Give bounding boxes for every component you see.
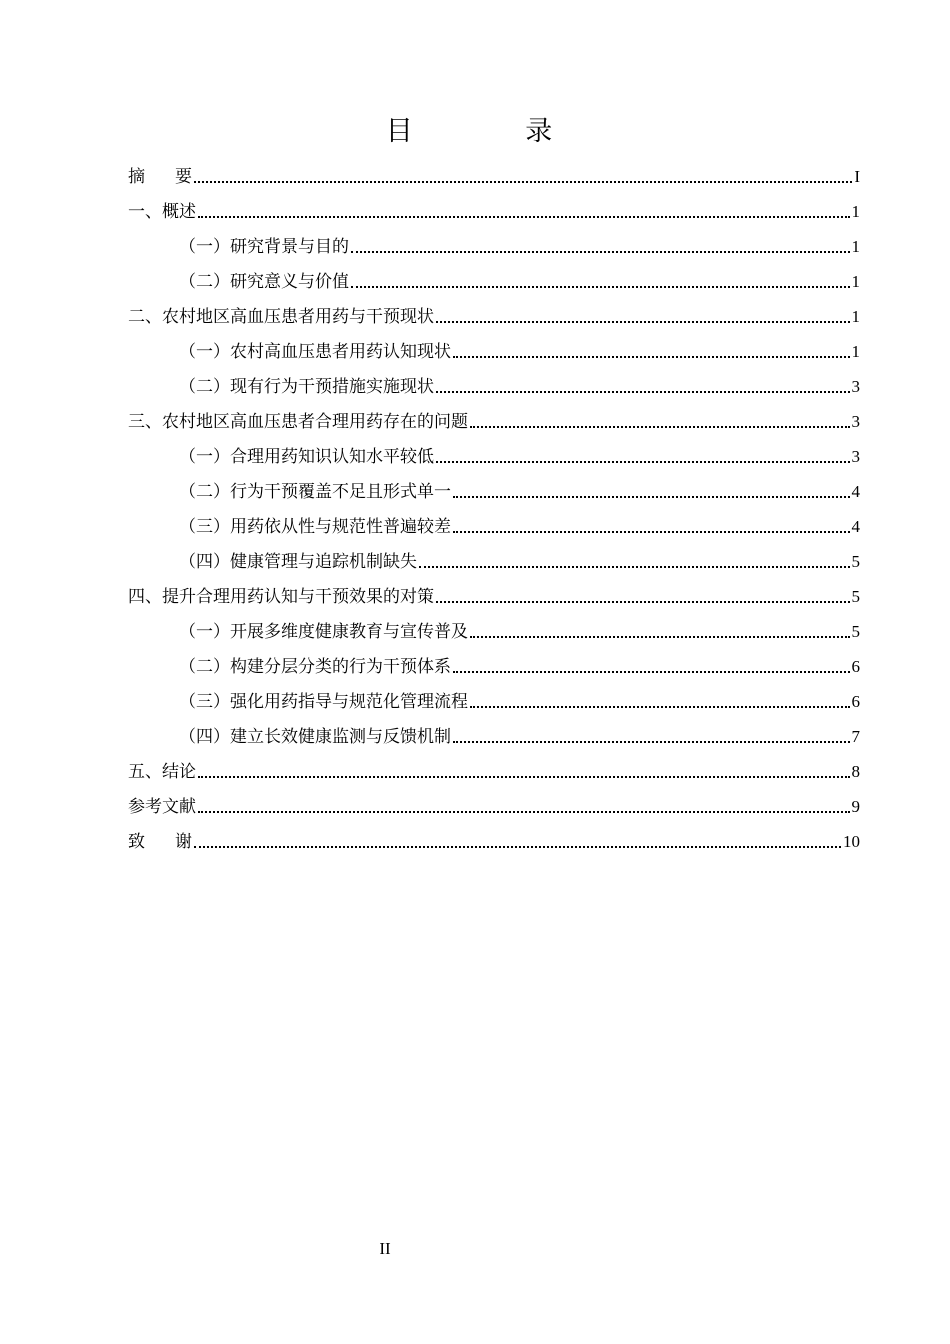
toc-entry-page: 1 xyxy=(851,202,860,221)
toc-entry-label: 三、农村地区高血压患者合理用药存在的问题 xyxy=(128,412,468,432)
toc-entry-label: （二）现有行为干预措施实施现状 xyxy=(179,377,434,397)
toc-entry-page: I xyxy=(854,167,860,186)
toc-entry-page: 6 xyxy=(851,657,860,676)
toc-dot-leader xyxy=(436,460,850,463)
toc-dot-leader xyxy=(198,810,850,813)
toc-title: 目 录 xyxy=(385,116,605,147)
toc-dot-leader xyxy=(436,600,850,603)
toc-entry-page: 9 xyxy=(851,797,860,816)
toc-entry[interactable] xyxy=(128,368,860,403)
toc-dot-leader xyxy=(198,215,850,218)
toc-dot-leader xyxy=(194,845,841,848)
toc-entry-page: 3 xyxy=(851,412,860,431)
toc-dot-leader xyxy=(453,740,850,743)
toc-dot-leader xyxy=(194,180,852,183)
toc-dot-leader xyxy=(436,320,850,323)
toc-entry-page: 8 xyxy=(851,762,860,781)
toc-entry-label: 参考文献 xyxy=(128,797,196,817)
toc-entry[interactable] xyxy=(128,718,860,753)
toc-dot-leader xyxy=(470,705,850,708)
toc-entry[interactable] xyxy=(128,228,860,263)
toc-entry-label: （二）构建分层分类的行为干预体系 xyxy=(179,657,451,677)
toc-entry-page: 3 xyxy=(851,377,860,396)
toc-entry-page: 4 xyxy=(851,482,860,501)
toc-dot-leader xyxy=(470,635,850,638)
toc-entry-page: 4 xyxy=(851,517,860,536)
toc-entry-page: 3 xyxy=(851,447,860,466)
toc-dot-leader xyxy=(351,250,850,253)
toc-entry-label: 五、结论 xyxy=(128,762,196,782)
toc-entry-page: 1 xyxy=(851,237,860,256)
toc-entry[interactable] xyxy=(128,578,860,613)
toc-entry-label: （二）研究意义与价值 xyxy=(179,272,349,292)
toc-entry-label: （三）用药依从性与规范性普遍较差 xyxy=(179,517,451,537)
toc-entry-label: （三）强化用药指导与规范化管理流程 xyxy=(179,692,468,712)
toc-entry-page: 1 xyxy=(851,342,860,361)
toc-entry-label: （二）行为干预覆盖不足且形式单一 xyxy=(179,482,451,502)
toc-entry-label: （一）农村高血压患者用药认知现状 xyxy=(179,342,451,362)
toc-entry[interactable] xyxy=(128,438,860,473)
toc-entry[interactable] xyxy=(128,473,860,508)
toc-entry-label: 四、提升合理用药认知与干预效果的对策 xyxy=(128,587,434,607)
toc-dot-leader xyxy=(419,565,850,568)
toc-entry-label: （一）开展多维度健康教育与宣传普及 xyxy=(179,622,468,642)
toc-entry[interactable] xyxy=(128,788,860,823)
toc-entry-label: （一）合理用药知识认知水平较低 xyxy=(179,447,434,467)
toc-entry[interactable] xyxy=(128,683,860,718)
toc-dot-leader xyxy=(453,495,850,498)
toc-entry-page: 6 xyxy=(851,692,860,711)
toc-entry-label: （四）建立长效健康监测与反馈机制 xyxy=(179,727,451,747)
toc-dot-leader xyxy=(436,390,850,393)
toc-entry-page: 5 xyxy=(851,587,860,606)
toc-entry[interactable] xyxy=(128,648,860,683)
page-number: II xyxy=(379,1239,391,1258)
toc-dot-leader xyxy=(453,530,850,533)
toc-entry-page: 5 xyxy=(851,552,860,571)
toc-entry[interactable] xyxy=(128,508,860,543)
toc-entry-label: （一）研究背景与目的 xyxy=(179,237,349,257)
toc-entry-page: 1 xyxy=(851,307,860,326)
toc-entry-page: 7 xyxy=(851,727,860,746)
toc-entry-label: （四）健康管理与追踪机制缺失 xyxy=(179,552,417,572)
toc-dot-leader xyxy=(453,670,850,673)
toc-entry-label: 二、农村地区高血压患者用药与干预现状 xyxy=(128,307,434,327)
toc-entry-page: 5 xyxy=(851,622,860,641)
toc-dot-leader xyxy=(198,775,850,778)
toc-entry-page: 1 xyxy=(851,272,860,291)
toc-entry[interactable] xyxy=(128,613,860,648)
toc-entry[interactable] xyxy=(128,333,860,368)
toc-entry[interactable] xyxy=(128,823,860,858)
toc-entry[interactable] xyxy=(128,263,860,298)
toc-dot-leader xyxy=(453,355,850,358)
toc-dot-leader xyxy=(470,425,850,428)
toc-entry[interactable] xyxy=(128,158,860,193)
toc-entry[interactable] xyxy=(128,193,860,228)
toc-entry[interactable] xyxy=(128,403,860,438)
toc-entry-page: 10 xyxy=(843,832,860,851)
toc-list xyxy=(128,158,860,858)
toc-entry-label: 一、概述 xyxy=(128,202,196,222)
toc-entry[interactable] xyxy=(128,543,860,578)
toc-dot-leader xyxy=(351,285,850,288)
toc-entry-label: 摘要 xyxy=(128,167,222,187)
toc-entry[interactable] xyxy=(128,298,860,333)
toc-entry-label: 致谢 xyxy=(128,832,222,852)
toc-entry[interactable] xyxy=(128,753,860,788)
